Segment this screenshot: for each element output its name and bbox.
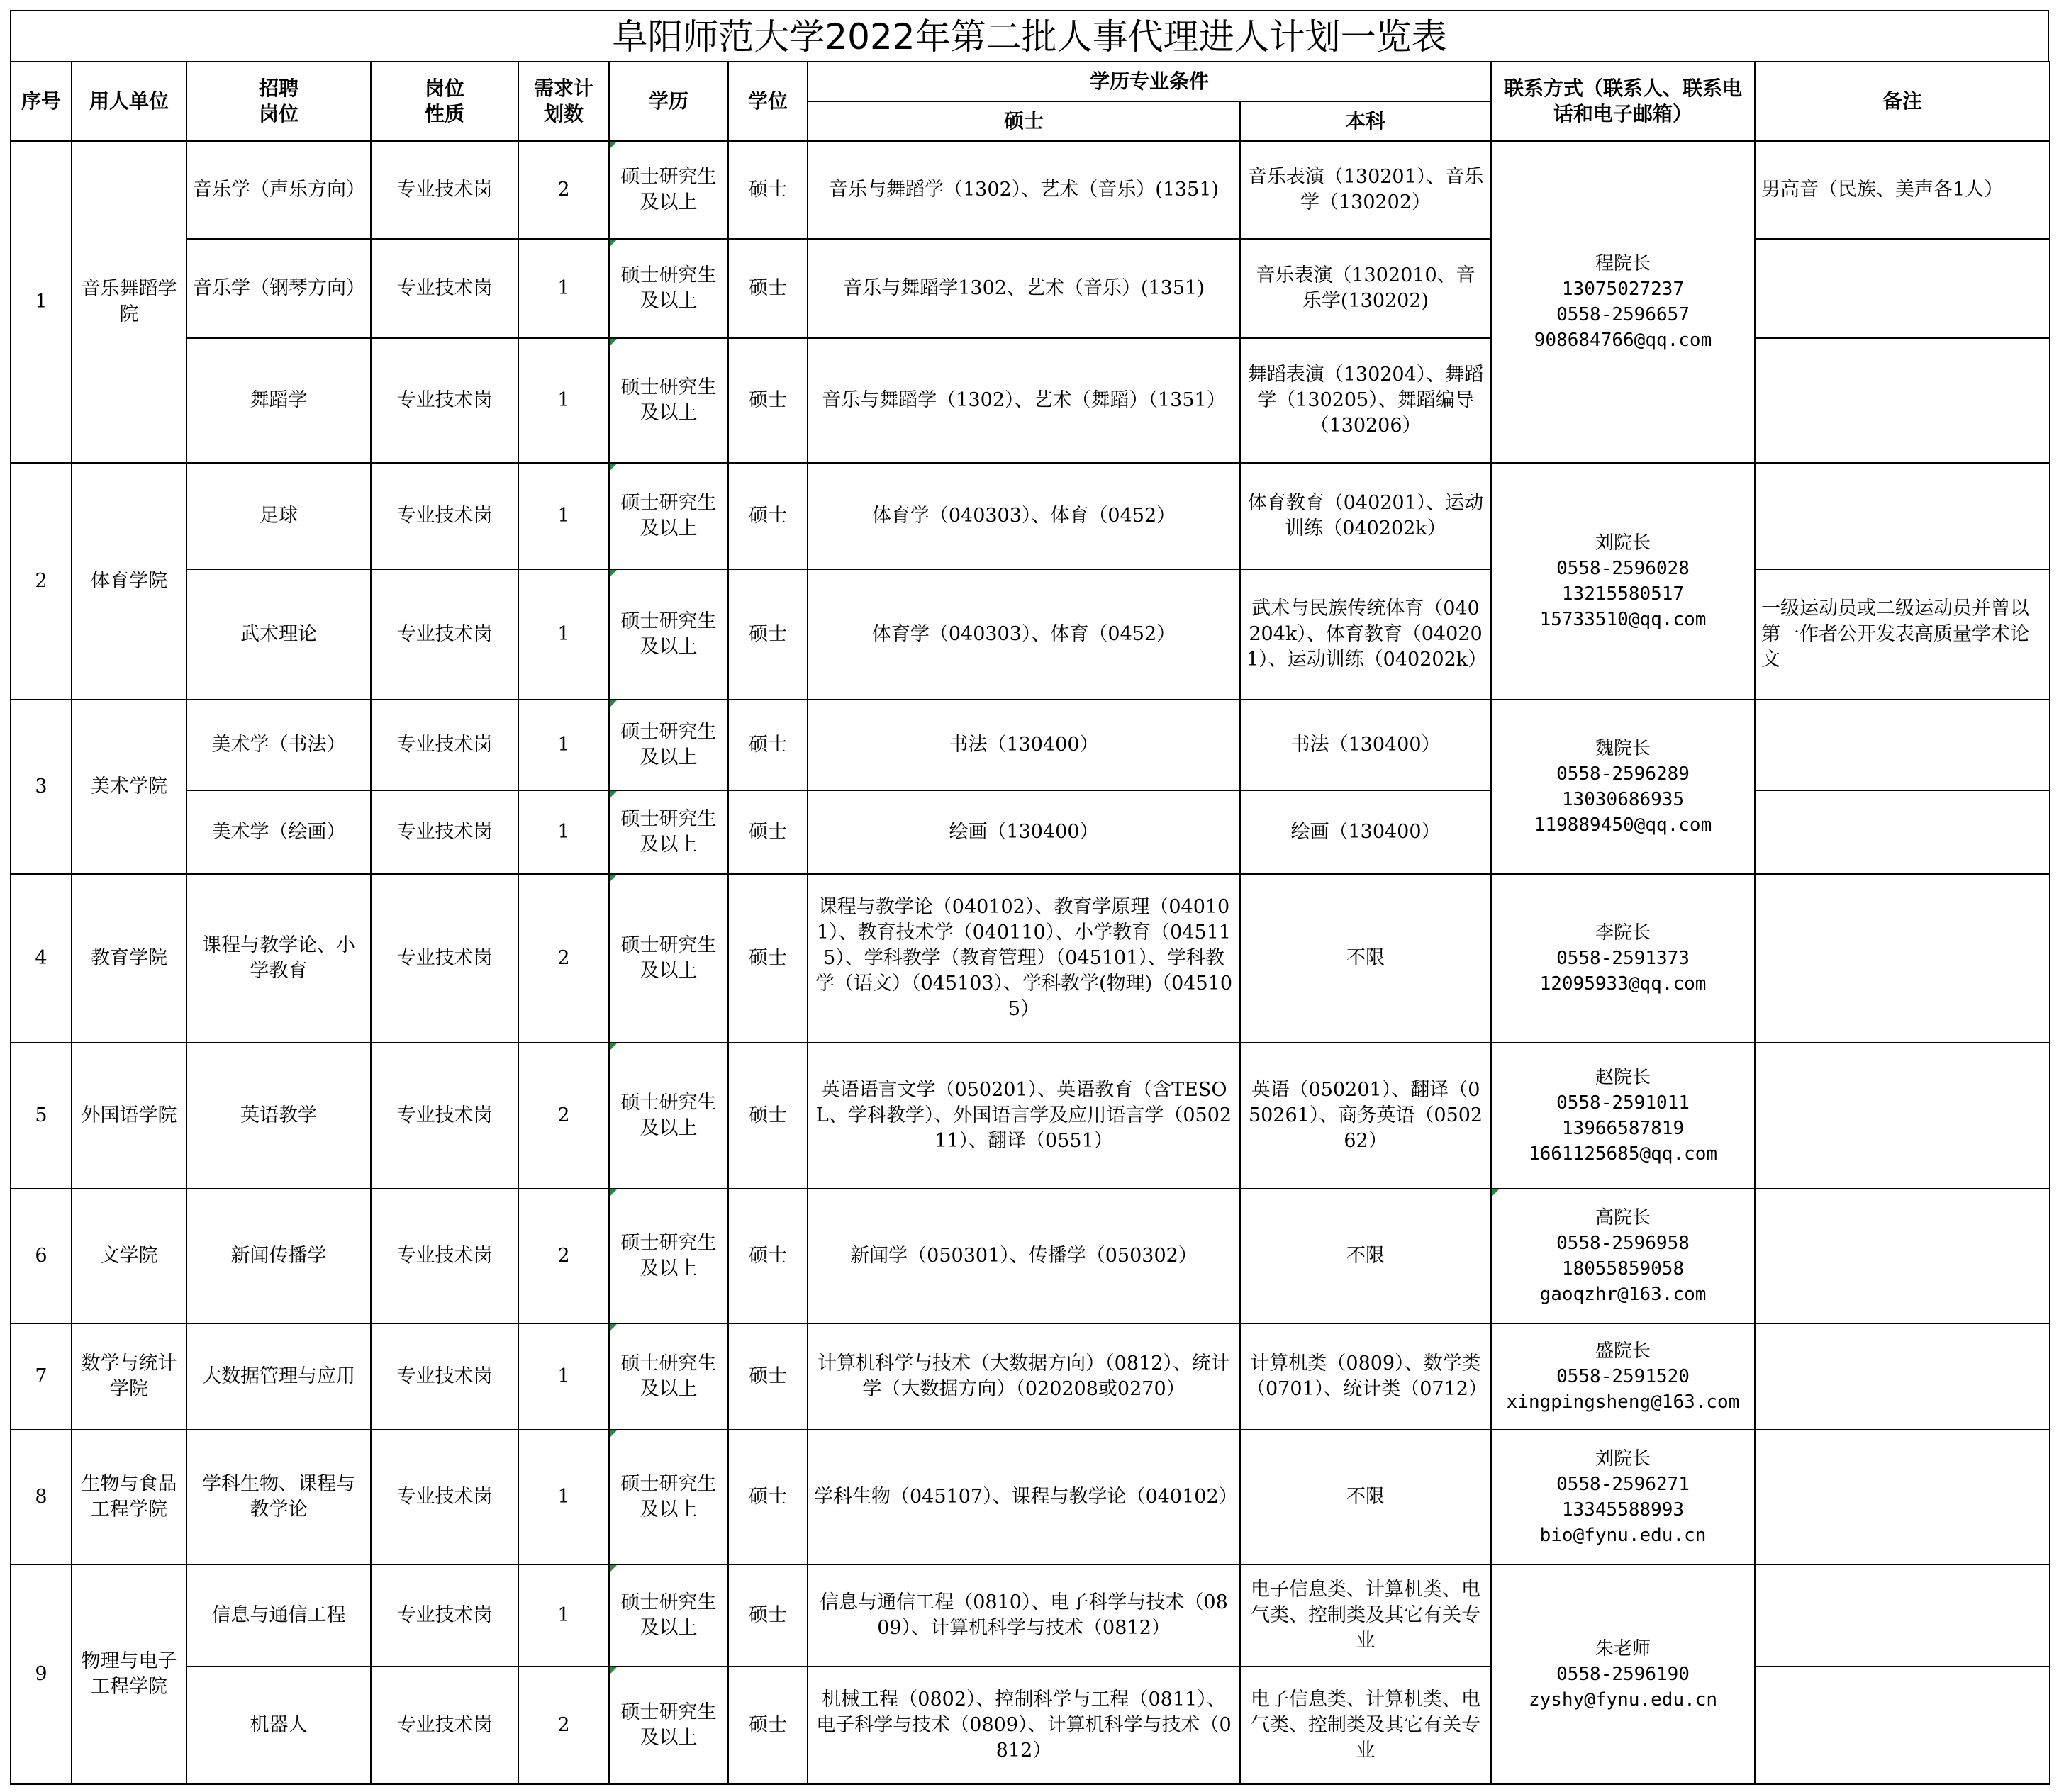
cell-degree: 硕士: [728, 239, 808, 338]
cell-nature: 专业技术岗: [371, 239, 518, 338]
cell-contact: [1491, 1189, 1755, 1323]
cell-degree: 硕士: [728, 1043, 808, 1189]
cell-contact: [1491, 141, 1755, 463]
cell-master-major: 新闻学（050301）、传播学（050302）: [808, 1189, 1240, 1323]
recruitment-plan-table: [10, 61, 2050, 1785]
cell-bachelor-major: 音乐表演（1302010、音乐学(130202): [1240, 239, 1491, 338]
contact-line: 908684766@qq.com: [1534, 330, 1712, 351]
contact-line: 0558-2596028: [1556, 558, 1690, 579]
table-row: [11, 1430, 2050, 1564]
cell-count: 2: [518, 1043, 609, 1189]
row-seq: 2: [11, 463, 72, 700]
cell-count: 2: [518, 1189, 609, 1323]
cell-remark: [1755, 700, 2050, 790]
contact-line: 13030686935: [1561, 789, 1685, 810]
contact-line: 高院长: [1595, 1207, 1651, 1228]
row-seq: 6: [11, 1189, 72, 1323]
contact-line: 0558-2596271: [1556, 1474, 1690, 1495]
contact-line: 13215580517: [1561, 583, 1685, 605]
cell-nature: 专业技术岗: [371, 1043, 518, 1189]
cell-bachelor-major: 电子信息类、计算机类、电气类、控制类及其它有关专业: [1240, 1667, 1491, 1784]
table-row: [11, 1189, 2050, 1323]
cell-master-major: 书法（130400）: [808, 700, 1240, 790]
cell-degree: 硕士: [728, 790, 808, 874]
cell-count: 1: [518, 1430, 609, 1564]
cell-position: 信息与通信工程: [186, 1564, 371, 1667]
cell-count: 1: [518, 338, 609, 463]
cell-nature: 专业技术岗: [371, 1564, 518, 1667]
header-remark: 备注: [1755, 62, 2050, 141]
cell-count: 1: [518, 463, 609, 569]
cell-master-major: 绘画（130400）: [808, 790, 1240, 874]
cell-education: 硕士研究生及以上: [609, 1189, 728, 1323]
row-seq: 1: [11, 141, 72, 463]
cell-count: 2: [518, 874, 609, 1043]
cell-position: 音乐学（声乐方向）: [186, 141, 371, 239]
cell-education: 硕士研究生及以上: [609, 874, 728, 1043]
cell-position: 舞蹈学: [186, 338, 371, 463]
header-master: 硕士: [808, 101, 1240, 141]
header-contact: 联系方式（联系人、联系电话和电子邮箱）: [1491, 62, 1755, 141]
header-position: 招聘 岗位: [186, 62, 371, 141]
cell-master-major: 音乐与舞蹈学（1302）、艺术（音乐）(1351): [808, 141, 1240, 239]
contact-line: 0558-2596657: [1556, 304, 1690, 325]
contact-line: 119889450@qq.com: [1534, 814, 1712, 836]
contact-line: 18055859058: [1561, 1258, 1685, 1279]
row-seq: 5: [11, 1043, 72, 1189]
cell-master-major: 英语语言文学（050201）、英语教育（含TESOL、学科教学）、外国语言学及应用语言学（050211）、翻译（0551）: [808, 1043, 1240, 1189]
cell-position: 机器人: [186, 1667, 371, 1784]
cell-master-major: 体育学（040303）、体育（0452）: [808, 463, 1240, 569]
cell-education: 硕士研究生及以上: [609, 463, 728, 569]
cell-degree: 硕士: [728, 874, 808, 1043]
cell-position: 美术学（绘画）: [186, 790, 371, 874]
cell-remark: 一级运动员或二级运动员并曾以第一作者公开发表高质量学术论文: [1755, 569, 2050, 700]
contact-line: 朱老师: [1595, 1638, 1651, 1659]
cell-contact: [1491, 1043, 1755, 1189]
cell-bachelor-major: 体育教育（040201）、运动训练（040202k）: [1240, 463, 1491, 569]
cell-education: 硕士研究生及以上: [609, 1043, 728, 1189]
cell-remark: [1755, 1667, 2050, 1784]
cell-remark: [1755, 1043, 2050, 1189]
cell-bachelor-major: 不限: [1240, 1189, 1491, 1323]
row-seq: 9: [11, 1564, 72, 1784]
row-unit: 物理与电子工程学院: [72, 1564, 186, 1784]
header-count: 需求计 划数: [518, 62, 609, 141]
cell-nature: 专业技术岗: [371, 338, 518, 463]
cell-master-major: 音乐与舞蹈学1302、艺术（音乐）(1351): [808, 239, 1240, 338]
cell-degree: 硕士: [728, 1189, 808, 1323]
cell-education: 硕士研究生及以上: [609, 1323, 728, 1430]
cell-nature: 专业技术岗: [371, 1189, 518, 1323]
row-seq: 7: [11, 1323, 72, 1430]
contact-line: 13345588993: [1561, 1499, 1685, 1521]
table-row: [11, 874, 2050, 1043]
cell-remark: [1755, 1323, 2050, 1430]
cell-contact: [1491, 1430, 1755, 1564]
cell-degree: 硕士: [728, 141, 808, 239]
cell-nature: 专业技术岗: [371, 463, 518, 569]
cell-degree: 硕士: [728, 1430, 808, 1564]
cell-master-major: 计算机科学与技术（大数据方向）（0812）、统计学（大数据方向）（020208或0270）: [808, 1323, 1240, 1430]
cell-count: 1: [518, 1323, 609, 1430]
cell-position: 美术学（书法）: [186, 700, 371, 790]
cell-count: 2: [518, 1667, 609, 1784]
cell-education: 硕士研究生及以上: [609, 1564, 728, 1667]
contact-line: 0558-2596289: [1556, 763, 1690, 785]
cell-master-major: 音乐与舞蹈学（1302）、艺术（舞蹈）（1351）: [808, 338, 1240, 463]
cell-master-major: 信息与通信工程（0810）、电子科学与技术（0809）、计算机科学与技术（0812）: [808, 1564, 1240, 1667]
cell-position: 武术理论: [186, 569, 371, 700]
cell-bachelor-major: 不限: [1240, 874, 1491, 1043]
cell-position: 课程与教学论、小学教育: [186, 874, 371, 1043]
cell-remark: [1755, 1189, 2050, 1323]
header-major-conditions: 学历专业条件: [808, 62, 1491, 101]
header-seq: 序号: [11, 62, 72, 141]
cell-nature: 专业技术岗: [371, 1323, 518, 1430]
contact-line: 程院长: [1595, 253, 1651, 274]
cell-count: 1: [518, 239, 609, 338]
cell-education: 硕士研究生及以上: [609, 700, 728, 790]
header-degree: 学位: [728, 62, 808, 141]
cell-nature: 专业技术岗: [371, 790, 518, 874]
contact-line: 0558-2591373: [1556, 948, 1690, 969]
cell-nature: 专业技术岗: [371, 874, 518, 1043]
row-unit: 文学院: [72, 1189, 186, 1323]
spreadsheet: [10, 10, 2049, 1785]
cell-degree: 硕士: [728, 569, 808, 700]
cell-nature: 专业技术岗: [371, 1667, 518, 1784]
cell-position: 足球: [186, 463, 371, 569]
contact-line: 魏院长: [1595, 738, 1651, 759]
cell-count: 2: [518, 141, 609, 239]
contact-line: 0558-2591520: [1556, 1366, 1690, 1387]
page-title: 阜阳师范大学2022年第二批人事代理进人计划一览表: [10, 10, 2049, 61]
contact-line: 0558-2596958: [1556, 1233, 1690, 1254]
cell-degree: 硕士: [728, 1667, 808, 1784]
cell-master-major: 课程与教学论（040102）、教育学原理（040101）、教育技术学（040110）、小学教育（045115）、学科教学（教育管理）（045101）、学科教学（语文）（045103）、学科教学(物理)（045105）: [808, 874, 1240, 1043]
cell-bachelor-major: 书法（130400）: [1240, 700, 1491, 790]
cell-bachelor-major: 武术与民族传统体育（040204k）、体育教育（040201）、运动训练（040202k）: [1240, 569, 1491, 700]
cell-count: 1: [518, 700, 609, 790]
cell-education: 硕士研究生及以上: [609, 239, 728, 338]
table-row: [11, 1043, 2050, 1189]
cell-degree: 硕士: [728, 1564, 808, 1667]
cell-bachelor-major: 舞蹈表演（130204）、舞蹈学（130205）、舞蹈编导（130206）: [1240, 338, 1491, 463]
cell-contact: [1491, 1323, 1755, 1430]
cell-remark: [1755, 790, 2050, 874]
row-unit: 体育学院: [72, 463, 186, 700]
cell-bachelor-major: 绘画（130400）: [1240, 790, 1491, 874]
contact-line: 0558-2591011: [1556, 1092, 1690, 1114]
cell-remark: [1755, 874, 2050, 1043]
row-unit: 美术学院: [72, 700, 186, 874]
cell-count: 1: [518, 790, 609, 874]
header-bachelor: 本科: [1240, 101, 1491, 141]
cell-nature: 专业技术岗: [371, 1430, 518, 1564]
cell-position: 学科生物、课程与教学论: [186, 1430, 371, 1564]
cell-remark: [1755, 1430, 2050, 1564]
cell-remark: [1755, 338, 2050, 463]
row-seq: 3: [11, 700, 72, 874]
cell-bachelor-major: 电子信息类、计算机类、电气类、控制类及其它有关专业: [1240, 1564, 1491, 1667]
cell-position: 新闻传播学: [186, 1189, 371, 1323]
cell-master-major: 学科生物（045107）、课程与教学论（040102）: [808, 1430, 1240, 1564]
contact-line: gaoqzhr@163.com: [1539, 1284, 1707, 1305]
cell-education: 硕士研究生及以上: [609, 790, 728, 874]
row-unit: 音乐舞蹈学院: [72, 141, 186, 463]
contact-line: bio@fynu.edu.cn: [1539, 1525, 1707, 1546]
contact-line: 12095933@qq.com: [1539, 973, 1707, 995]
table-body: [11, 141, 2050, 1784]
cell-education: 硕士研究生及以上: [609, 141, 728, 239]
cell-master-major: 体育学（040303）、体育（0452）: [808, 569, 1240, 700]
cell-degree: 硕士: [728, 338, 808, 463]
table-row: [11, 1323, 2050, 1430]
cell-contact: [1491, 1564, 1755, 1784]
contact-line: 0558-2596190: [1556, 1664, 1690, 1685]
row-seq: 8: [11, 1430, 72, 1564]
row-unit: 数学与统计学院: [72, 1323, 186, 1430]
contact-line: 刘院长: [1595, 532, 1651, 554]
contact-line: 13966587819: [1561, 1118, 1685, 1139]
cell-degree: 硕士: [728, 1323, 808, 1430]
cell-nature: 专业技术岗: [371, 700, 518, 790]
contact-line: 1661125685@qq.com: [1528, 1143, 1718, 1165]
cell-education: 硕士研究生及以上: [609, 1667, 728, 1784]
row-unit: 教育学院: [72, 874, 186, 1043]
header-unit: 用人单位: [72, 62, 186, 141]
cell-contact: [1491, 463, 1755, 700]
cell-education: 硕士研究生及以上: [609, 338, 728, 463]
row-unit: 外国语学院: [72, 1043, 186, 1189]
cell-bachelor-major: 不限: [1240, 1430, 1491, 1564]
cell-degree: 硕士: [728, 463, 808, 569]
cell-education: 硕士研究生及以上: [609, 1430, 728, 1564]
cell-nature: 专业技术岗: [371, 141, 518, 239]
contact-line: 赵院长: [1595, 1067, 1651, 1088]
cell-remark: [1755, 239, 2050, 338]
cell-bachelor-major: 英语（050201）、翻译（050261）、商务英语（050262）: [1240, 1043, 1491, 1189]
contact-line: zyshy@fynu.edu.cn: [1528, 1689, 1718, 1710]
contact-line: 刘院长: [1595, 1448, 1651, 1469]
cell-contact: [1491, 874, 1755, 1043]
cell-degree: 硕士: [728, 700, 808, 790]
cell-bachelor-major: 计算机类（0809）、数学类（0701）、统计类（0712）: [1240, 1323, 1491, 1430]
cell-count: 1: [518, 1564, 609, 1667]
cell-education: 硕士研究生及以上: [609, 569, 728, 700]
cell-count: 1: [518, 569, 609, 700]
contact-line: 15733510@qq.com: [1539, 609, 1707, 630]
cell-position: 音乐学（钢琴方向）: [186, 239, 371, 338]
cell-remark: [1755, 1564, 2050, 1667]
cell-contact: [1491, 700, 1755, 874]
contact-line: 盛院长: [1595, 1340, 1651, 1362]
cell-position: 英语教学: [186, 1043, 371, 1189]
table-row: [11, 463, 2050, 569]
table-row: [11, 700, 2050, 790]
row-unit: 生物与食品工程学院: [72, 1430, 186, 1564]
cell-position: 大数据管理与应用: [186, 1323, 371, 1430]
cell-bachelor-major: 音乐表演（130201）、音乐学（130202）: [1240, 141, 1491, 239]
contact-line: xingpingsheng@163.com: [1506, 1391, 1740, 1413]
row-seq: 4: [11, 874, 72, 1043]
contact-line: 13075027237: [1561, 279, 1685, 300]
table-row: [11, 141, 2050, 239]
cell-remark: [1755, 463, 2050, 569]
cell-remark: 男高音（民族、美声各1人）: [1755, 141, 2050, 239]
header-nature: 岗位 性质: [371, 62, 518, 141]
header-education: 学历: [609, 62, 728, 141]
cell-nature: 专业技术岗: [371, 569, 518, 700]
cell-master-major: 机械工程（0802）、控制科学与工程（0811）、电子科学与技术（0809）、计算机科学与技术（0812）: [808, 1667, 1240, 1784]
table-row: [11, 1564, 2050, 1667]
contact-line: 李院长: [1595, 922, 1651, 943]
